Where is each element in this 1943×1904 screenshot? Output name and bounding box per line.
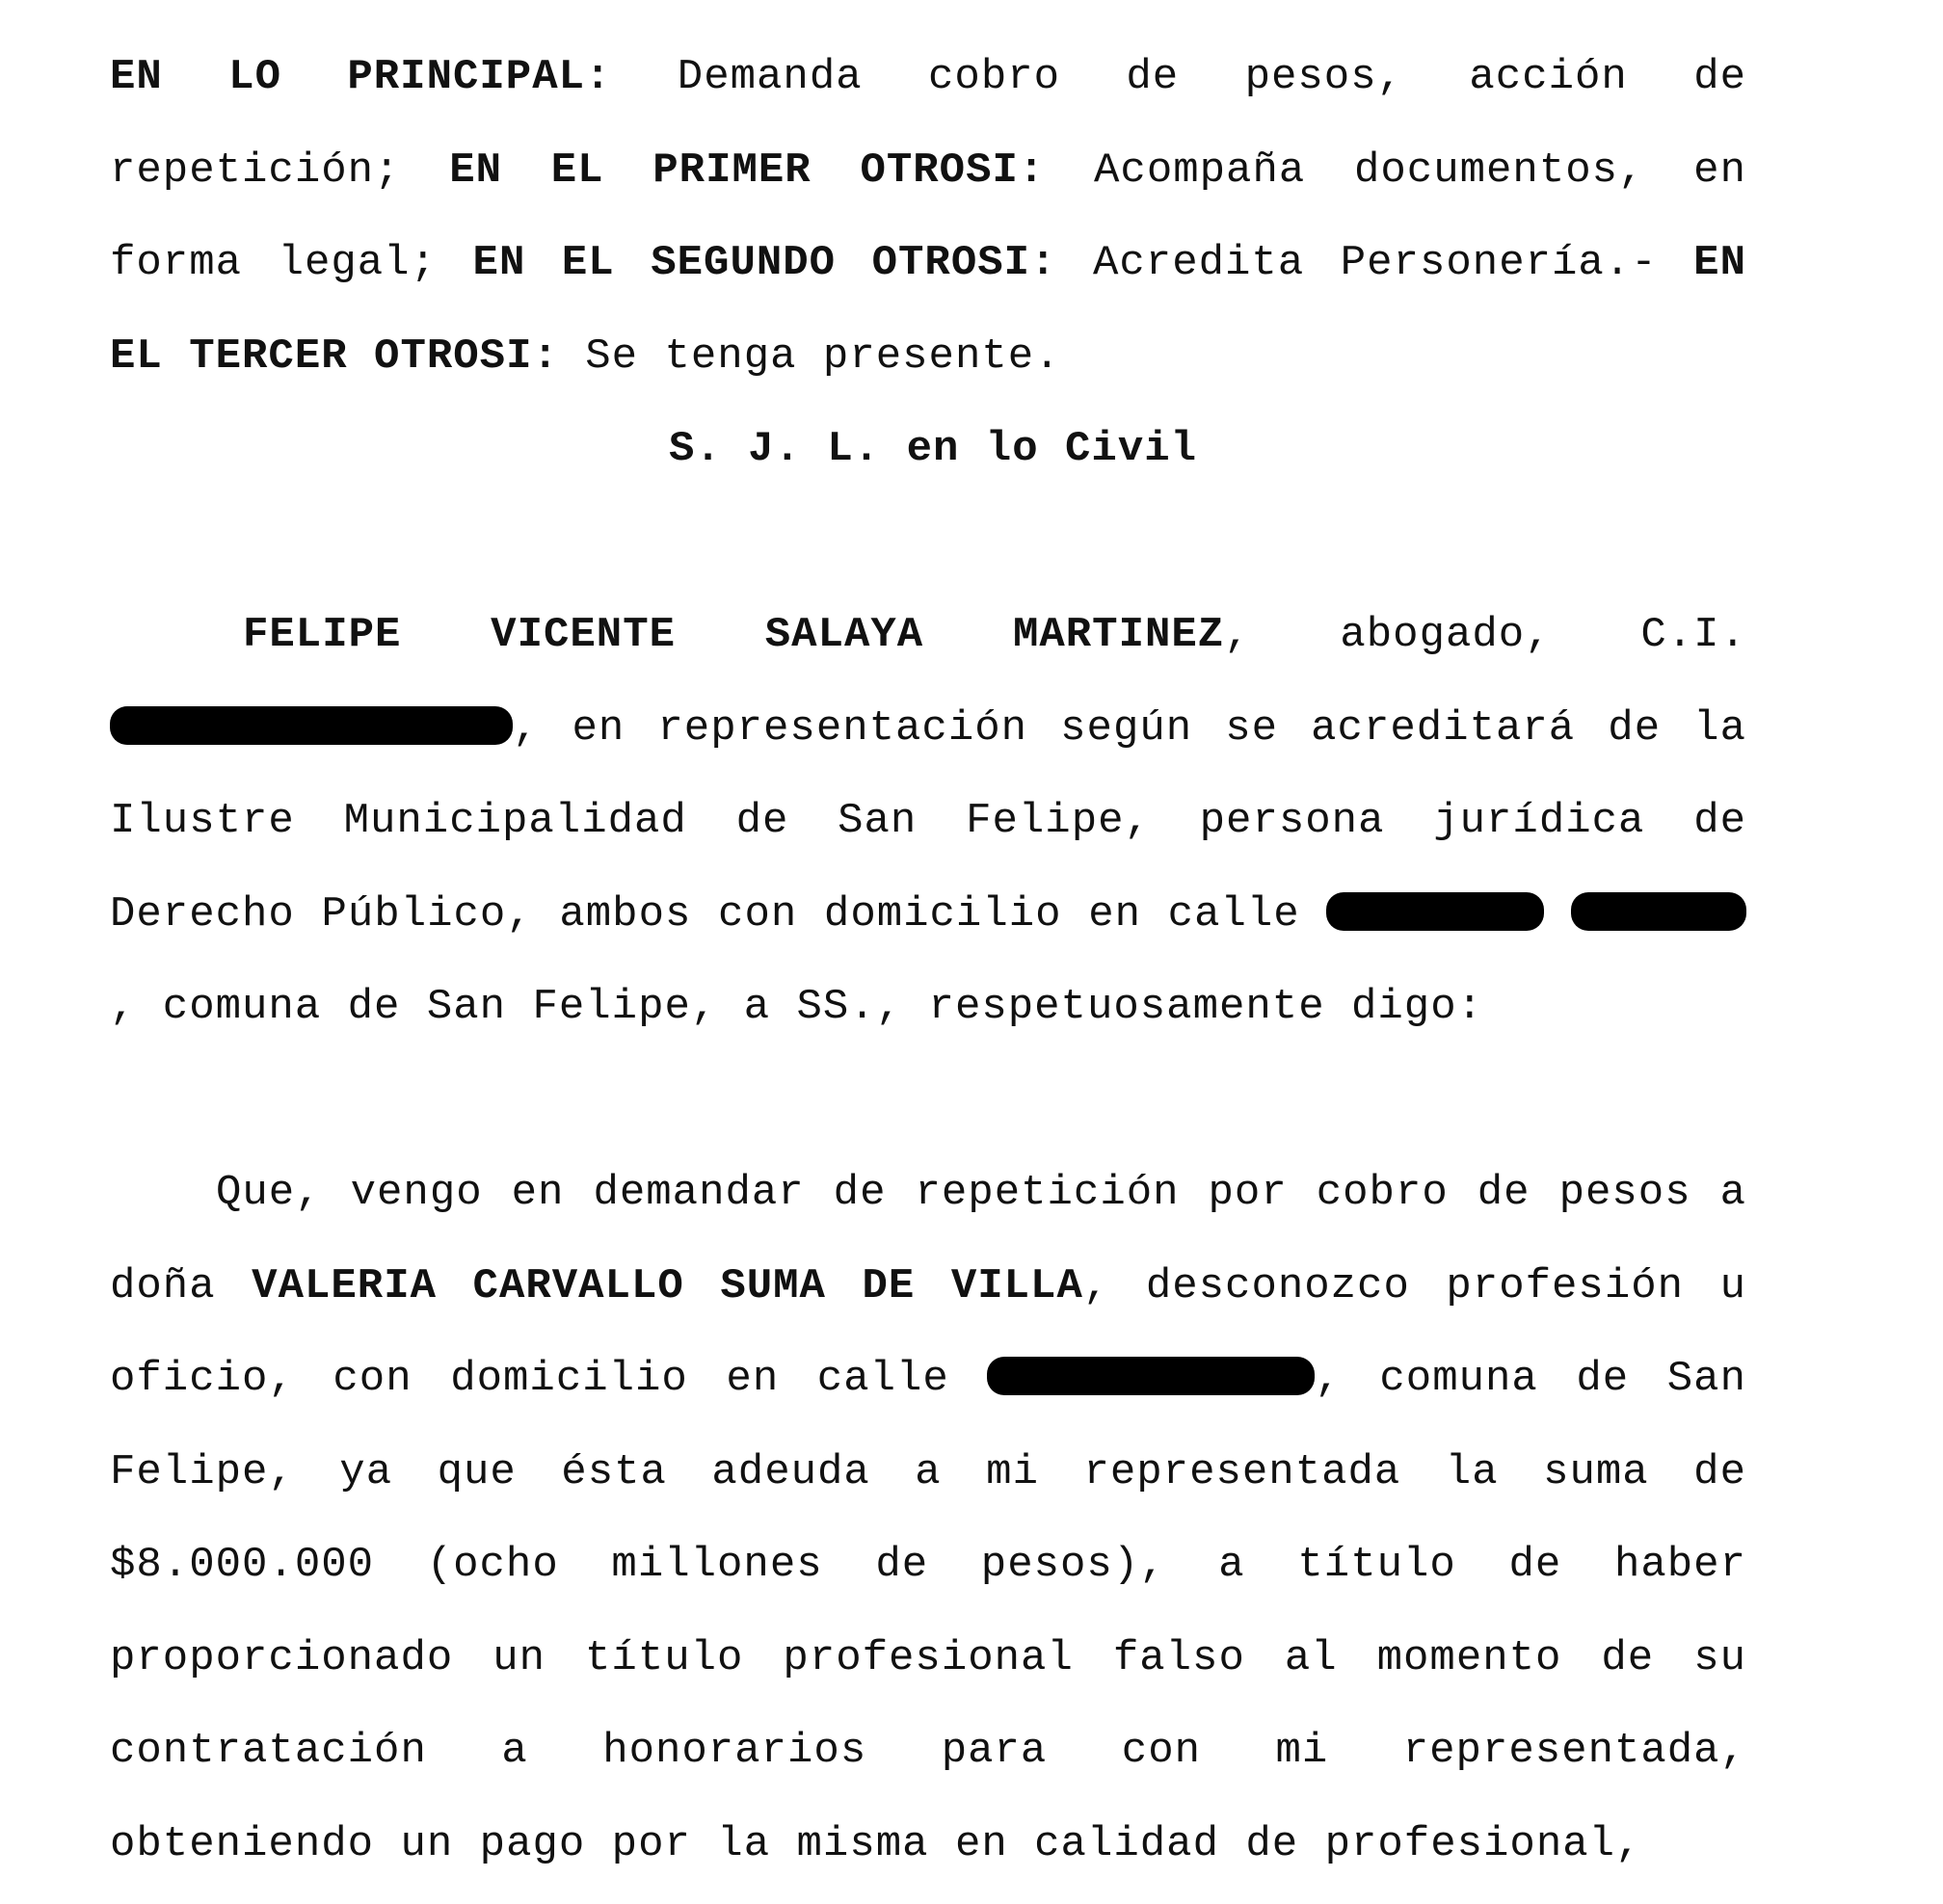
- defendant-name: VALERIA CARVALLO SUMA DE VILLA: [252, 1261, 1083, 1310]
- body-paragraph: [110, 1147, 1746, 1891]
- body-text-2: , desconozco profesión u oficio, con domicilio en calle: [110, 1261, 1746, 1403]
- second-otrosi-label: EN EL SEGUNDO OTROSI:: [472, 239, 1057, 287]
- first-otrosi-text: Acompaña documentos, en forma legal;: [110, 145, 1746, 287]
- principal-text: Demanda cobro de pesos, acción de repetición;: [110, 53, 1747, 195]
- body-text-1: Que, vengo en demandar de repetición por cobro de pesos a doña: [110, 1169, 1746, 1310]
- intro-text-1: , abogado, C.I.: [1224, 611, 1746, 659]
- attorney-name: FELIPE VICENTE SALAYA MARTINEZ: [243, 611, 1225, 659]
- blank-line: [110, 496, 1746, 590]
- redacted-defendant-address: [987, 1357, 1315, 1395]
- third-otrosi-text: Se tenga presente.: [558, 331, 1061, 381]
- second-otrosi-text: Acredita Personería.-: [1056, 239, 1694, 287]
- third-otrosi-label: EN EL TERCER OTROSI:: [110, 239, 1746, 381]
- first-otrosi-label: EN EL PRIMER OTROSI:: [449, 145, 1046, 195]
- redacted-id: [110, 706, 513, 745]
- blank-line: [110, 1054, 1746, 1148]
- principal-label: EN LO PRINCIPAL:: [110, 53, 612, 101]
- body-text-3: , comuna de San Felipe, ya que ésta adeuda a mi representada la suma de $8.000.000 (ocho millones de pesos), a título de haber proporcionado un título profesional falso al momento de su contratación a honorarios para con mi representada, obteniendo un pago por la misma en calidad de profesional,: [110, 1355, 1746, 1868]
- intro-text-3: , comuna de San Felipe, a SS., respetuosamente digo:: [110, 983, 1484, 1031]
- court-heading: S. J. L. en lo Civil: [668, 425, 1198, 473]
- redacted-address-1: [1326, 892, 1544, 931]
- redacted-address-2: [1571, 892, 1746, 931]
- intro-paragraph: [110, 589, 1746, 1054]
- intro-text-2: , en representación según se acreditará de la Ilustre Municipalidad de San Felipe, persona jurídica de Derecho Público, ambos con domicilio en calle: [110, 703, 1746, 939]
- document-text: [110, 31, 1746, 1891]
- summary-paragraph: [110, 31, 1746, 403]
